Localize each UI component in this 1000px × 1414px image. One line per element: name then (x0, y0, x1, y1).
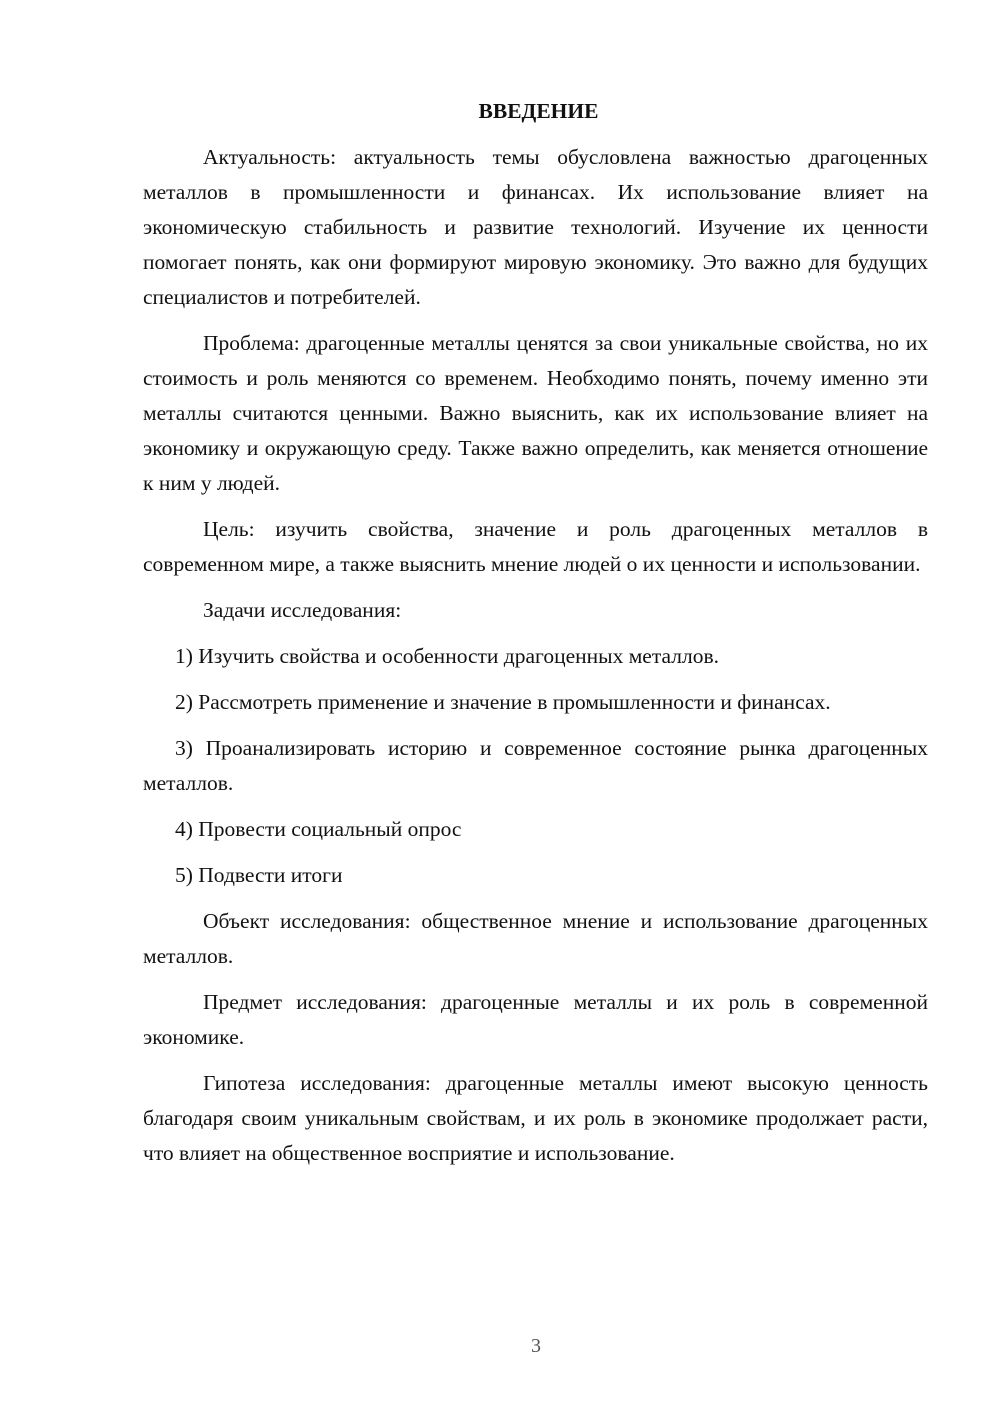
paragraph-goal: Цель: изучить свойства, значение и роль драгоценных металлов в современном мире, а также выяснить мнение людей о их ценности и использовании. (143, 517, 928, 576)
document-title: ВВЕДЕНИЕ (478, 99, 599, 123)
paragraph-problem: Проблема: драгоценные металлы ценятся за свои уникальные свойства, но их стоимость и роль меняются со временем. Необходимо понять, почему именно эти металлы считаются ценными. Важно выяснить, как их использование влияет на экономику и окружающую среду. Также важно определить, как меняется отношение к ним у людей. (143, 331, 928, 495)
paragraph-subject: Предмет исследования: драгоценные металлы и их роль в современной экономике. (143, 990, 928, 1049)
task-item-2: 2) Рассмотреть применение и значение в промышленности и финансах. (175, 690, 831, 714)
task-item-5: 5) Подвести итоги (175, 863, 343, 887)
document-page (143, 94, 928, 1171)
task-item-1: 1) Изучить свойства и особенности драгоценных металлов. (175, 644, 719, 668)
paragraph-object: Объект исследования: общественное мнение и использование драгоценных металлов. (143, 909, 928, 968)
page-number: 3 (531, 1335, 541, 1357)
task-item-3: 3) Проанализировать историю и современное состояние рынка драгоценных металлов. (143, 736, 928, 795)
task-item-4: 4) Провести социальный опрос (175, 817, 462, 841)
paragraph-hypothesis: Гипотеза исследования: драгоценные металлы имеют высокую ценность благодаря своим уникальным свойствам, и их роль в экономике продолжает расти, что влияет на общественное восприятие и использование. (143, 1071, 928, 1165)
paragraph-relevance: Актуальность: актуальность темы обусловлена важностью драгоценных металлов в промышленности и финансах. Их использование влияет на экономическую стабильность и развитие технологий. Изучение их ценности помогает понять, как они формируют мировую экономику. Это важно для будущих специалистов и потребителей. (143, 145, 928, 309)
paragraph-tasks-heading: Задачи исследования: (203, 598, 402, 622)
